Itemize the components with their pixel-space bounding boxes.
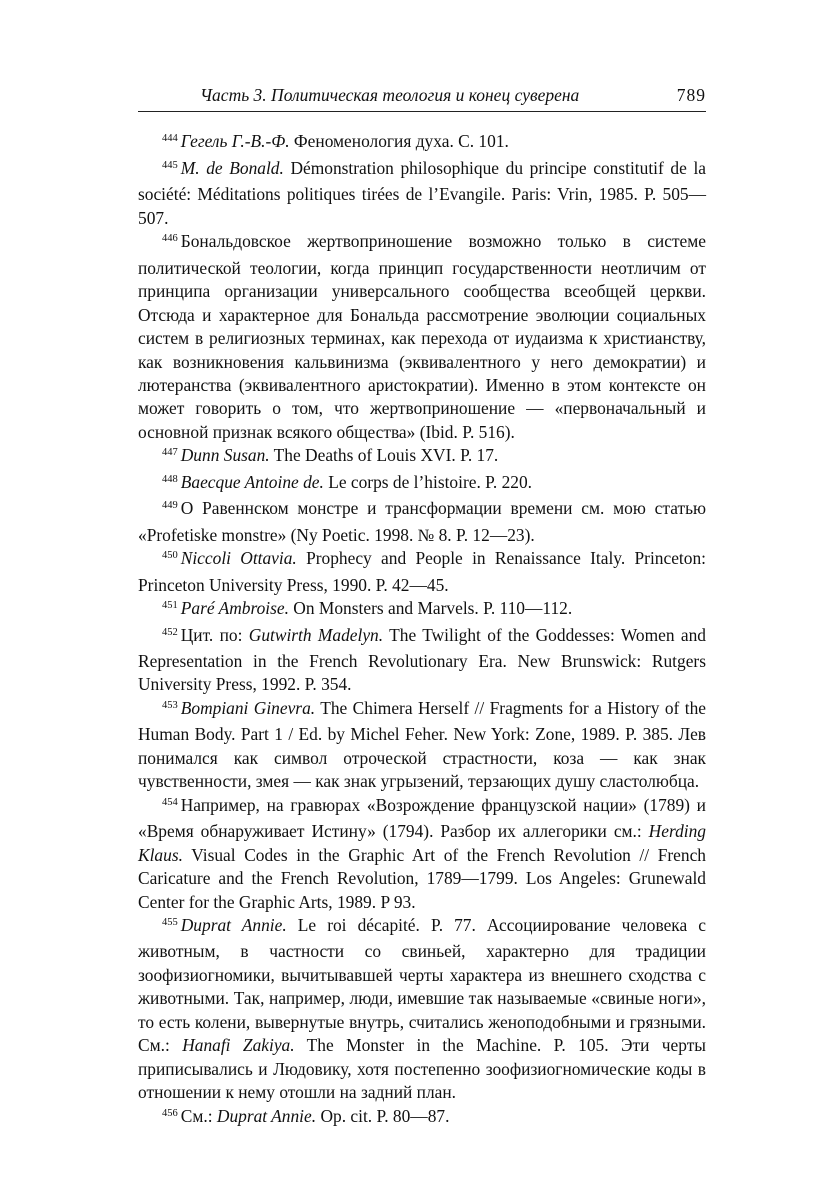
footnote-author-2: Gutwirth Madelyn. (248, 624, 384, 645)
footnote-text: Prophecy and People in Renaissance Italy. Princeton: Princeton University Press, 1990. P. 42—45. (138, 548, 706, 595)
footnote-text-2: Op. cit. P. 80—87. (316, 1105, 450, 1126)
running-title: Часть 3. Политическая теология и конец суверена (200, 85, 580, 105)
footnote (138, 497, 706, 547)
footnote-number: 447 (162, 447, 178, 459)
footnote (138, 794, 706, 914)
running-header (138, 84, 706, 112)
footnote-author: Niccoli Ottavia. (180, 548, 297, 569)
footnote-number: 445 (162, 159, 178, 171)
footnote-number: 449 (162, 500, 178, 512)
footnote (138, 157, 706, 230)
footnote-text: The Chimera Herself // Fragments for a History of the Human Body. Part 1 / Ed. by Michel Feher. New York: Zone, 1989. P. 385. Лев понимался как символ отроческой страстности, коза — как знак чувственности, змея — как знак угрызений, терзающих душу сластолюбца. (138, 697, 706, 792)
footnote-number: 455 (162, 916, 178, 928)
footnote-text: Démonstration philosophique du principe constitutif de la société: Méditations politiques tirées de l’Evangile. Paris: Vrin, 1985. P. 505—507. (138, 157, 706, 228)
footnote-text: См.: (180, 1105, 217, 1126)
footnote-number: 451 (162, 600, 178, 612)
footnote-text-2: The Monster in the Machine. P. 105. Эти черты приписывались и Людовику, хотя постепенно зоофизиогномические коды в отношении к нему отошли на задний план. (138, 1035, 706, 1103)
footnote-number: 446 (162, 233, 178, 245)
footnote-text: Цит. по: (180, 624, 249, 645)
footnote-number: 453 (162, 699, 178, 711)
footnote-author: Baecque Antoine de. (180, 471, 324, 492)
footnote (138, 597, 706, 623)
page-number: 789 (676, 85, 706, 105)
footnote-author: Dunn Susan. (180, 445, 270, 466)
footnote (138, 624, 706, 697)
footnote-number: 454 (162, 796, 178, 808)
footnote-author: Paré Ambroise. (180, 598, 289, 619)
footnote-text: Феноменология духа. С. 101. (289, 131, 509, 152)
footnote-number: 452 (162, 626, 178, 638)
footnotes (138, 130, 706, 1131)
footnote-text: Бональдовское жертвоприношение возможно только в системе политической теологии, когда принцип государственности неотличим от принципа организации универсального сообщества всеобщей церкви. Отсюда и характерное для Бональда рассмотрение эволюции социальных систем в религиозных терминах, как перехода от иудаизма к христианству, как возникновения кальвинизма (эквивалентного у него демократии) и лютеранства (эквивалентного аристократии). Именно в этом контексте он может говорить о том, что жертвоприношение — «первоначальный и основной признак всякого общества» (Ibid. P. 516). (138, 231, 706, 442)
footnote (138, 697, 706, 794)
footnote-text: Le corps de l’histoire. P. 220. (323, 471, 533, 492)
footnote-text: Например, на гравюрах «Возрождение французской нации» (1789) и «Время обнаруживает Истину» (1794). Разбор их аллегорики см.: (138, 794, 706, 842)
footnote-number: 444 (162, 133, 178, 145)
footnote-author: Гегель Г.-В.-Ф. (180, 131, 290, 152)
footnote-number: 450 (162, 550, 178, 562)
footnote (138, 1105, 706, 1131)
footnote-number: 456 (162, 1107, 178, 1119)
footnote (138, 230, 706, 444)
footnote-text-2: Visual Codes in the Graphic Art of the French Revolution // French Caricature and the French Revolution, 1789—1799. Los Angeles: Grunewald Center for the Graphic Arts, 1989. P 93. (138, 844, 706, 912)
footnote (138, 444, 706, 470)
footnote (138, 471, 706, 497)
footnote-author-2: Duprat Annie. (216, 1105, 317, 1126)
footnote-text: The Deaths of Louis XVI. P. 17. (269, 445, 499, 466)
footnote (138, 914, 706, 1105)
footnote (138, 547, 706, 597)
footnote-author-2: Herding Klaus. (138, 821, 706, 865)
footnote-author: M. de Bonald. (180, 157, 284, 178)
book-page (138, 84, 706, 1131)
footnote-text: Le roi décapité. P. 77. Ассоциирование человека с животным, в частности со свиньей, характерно для традиции зоофизиогномики, вычитывавшей черты характера из внешнего сходства с животными. Так, например, люди, имевшие так называемые «свиные ноги», то есть колени, вывернутые внутрь, считались женоподобными и грязными. См.: (138, 914, 706, 1056)
footnote-author: Bompiani Ginevra. (180, 697, 316, 718)
footnote-text: О Равеннском монстре и трансформации времени см. мою статью «Profetiske monstre» (Ny Poetic. 1998. № 8. P. 12—23). (138, 498, 706, 545)
footnote-author: Duprat Annie. (180, 914, 287, 935)
footnote-text-2: The Twilight of the Goddesses: Women and Representation in the French Revolutionary Era. New Brunswick: Rutgers University Press, 1992. P. 354. (138, 624, 706, 695)
footnote-author-2: Hanafi Zakiya. (182, 1035, 295, 1056)
footnote-number: 448 (162, 473, 178, 485)
footnote (138, 130, 706, 156)
footnote-text: On Monsters and Marvels. P. 110—112. (288, 598, 573, 619)
